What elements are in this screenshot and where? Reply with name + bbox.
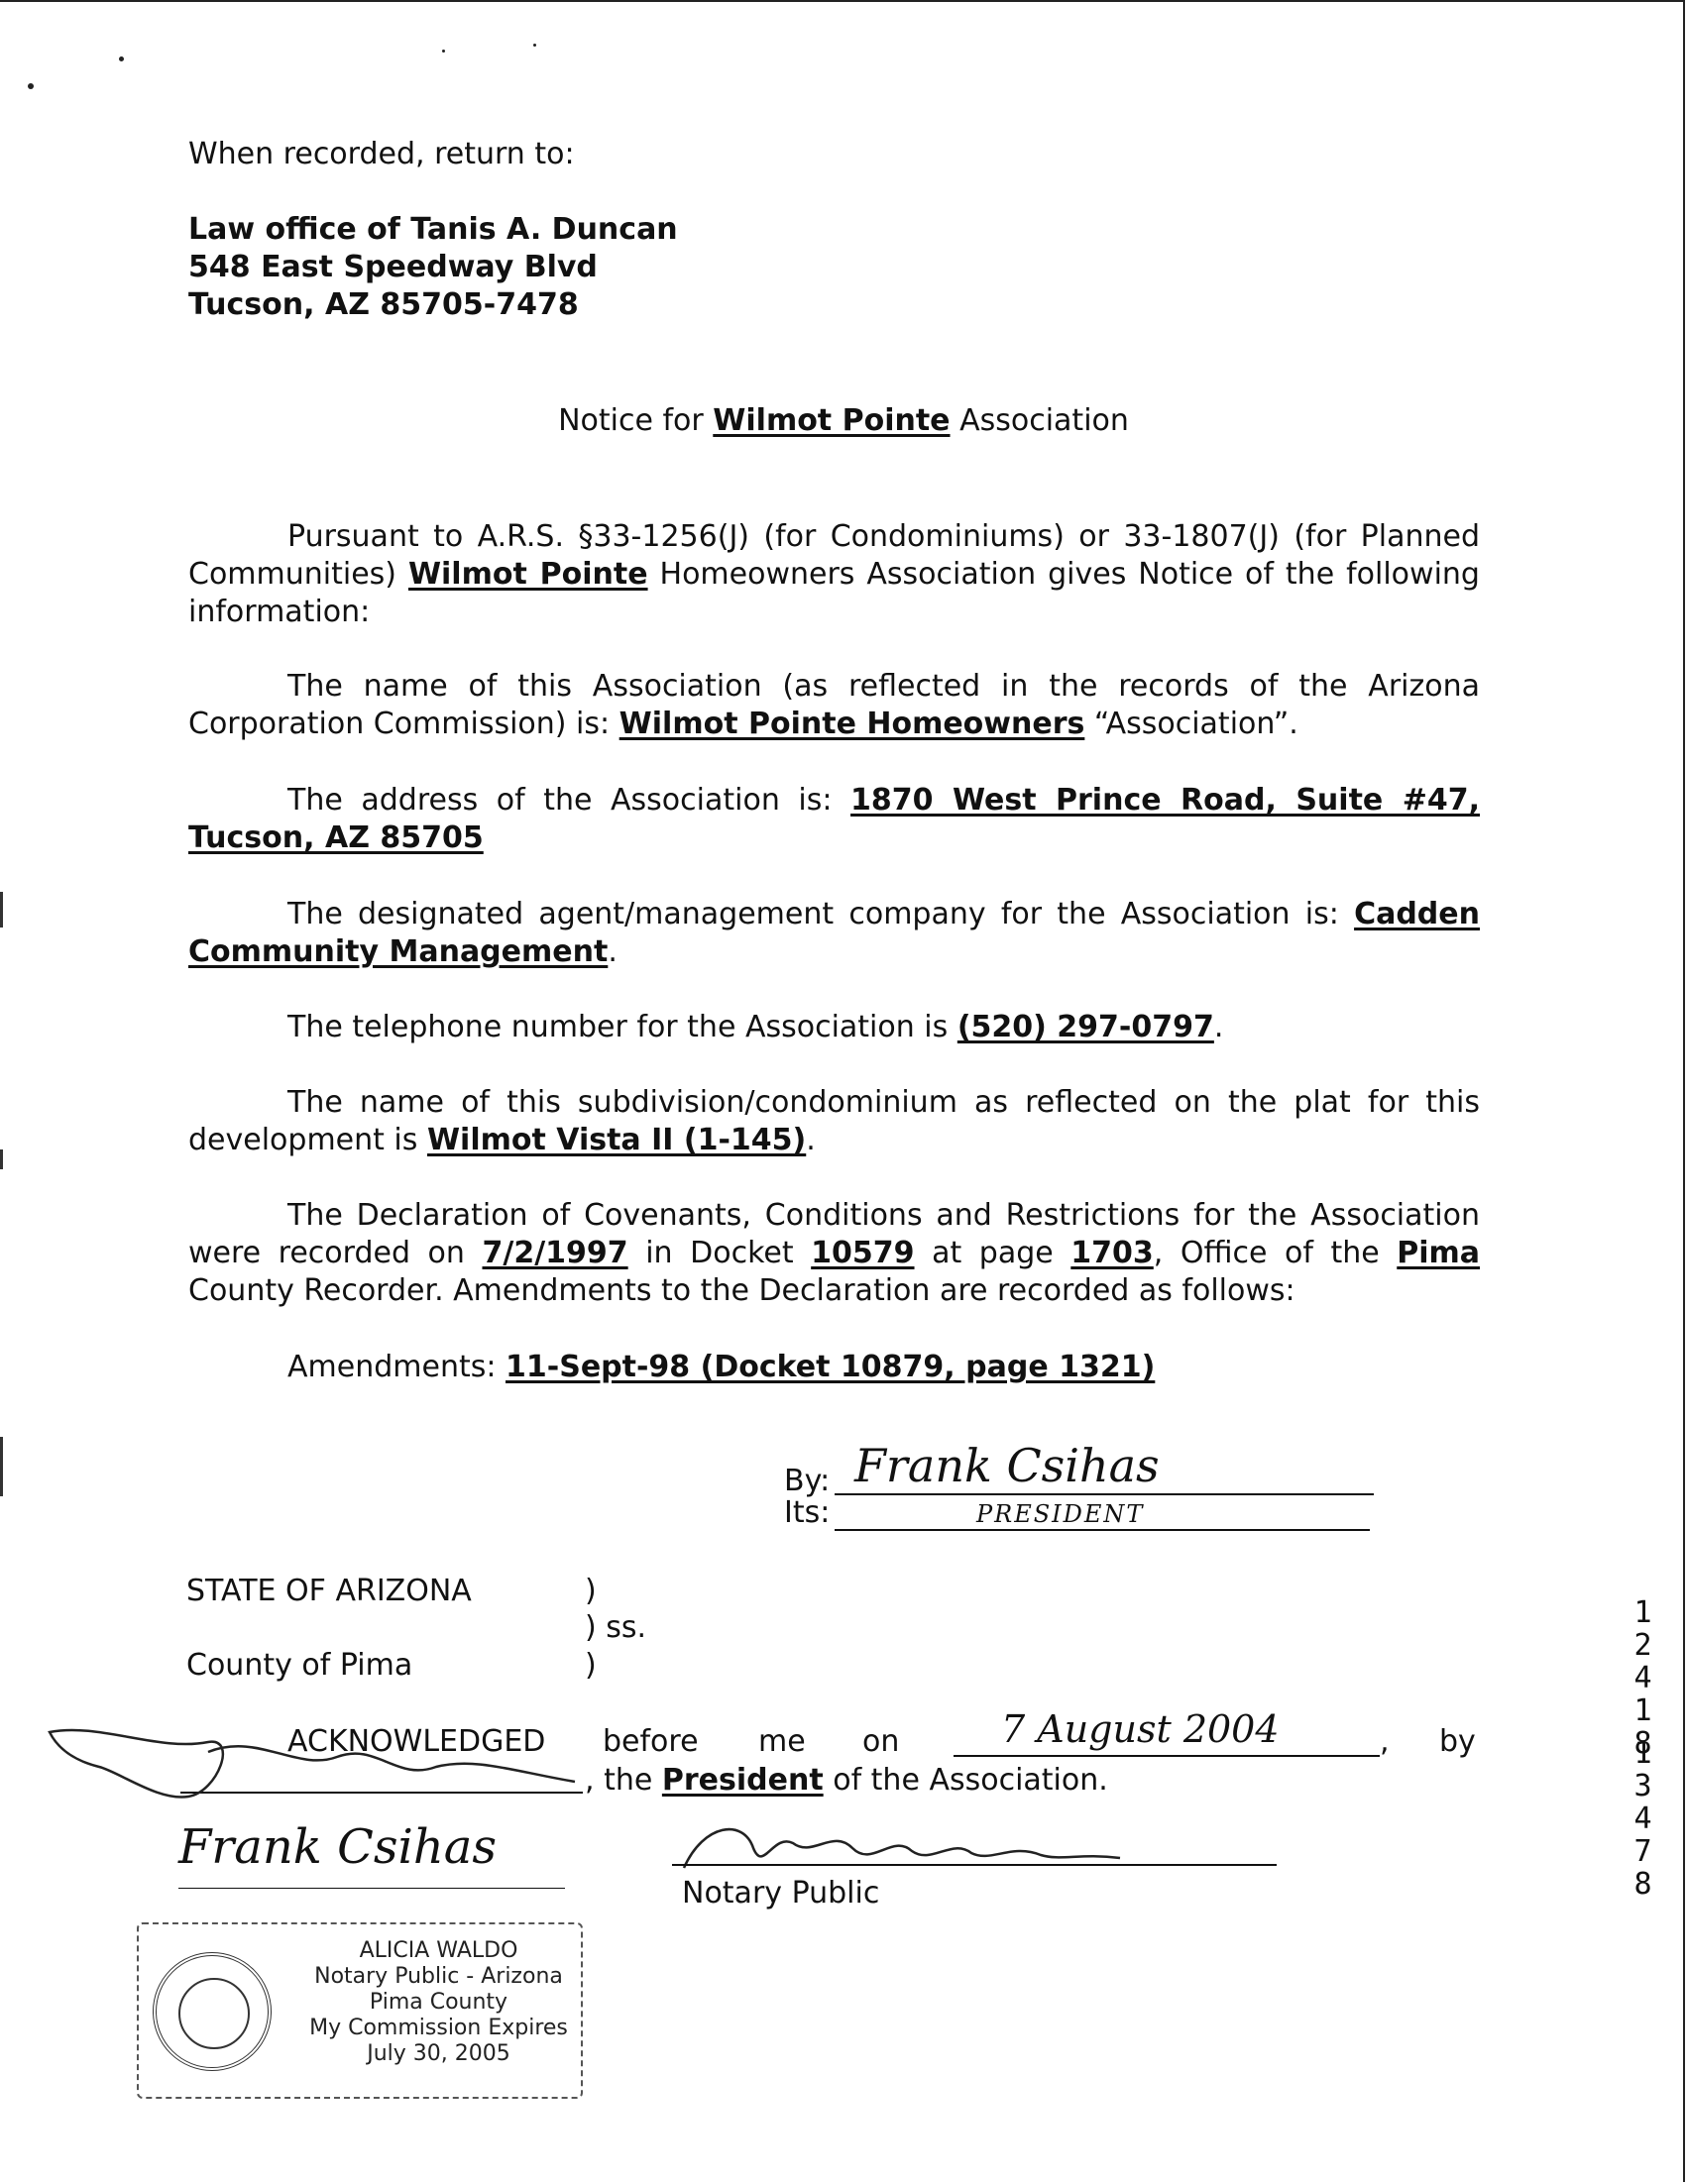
ack-comma: ,	[1380, 1724, 1390, 1759]
amendments-label: Amendments:	[287, 1350, 497, 1384]
ack-comma-2: ,	[585, 1763, 595, 1798]
p5-text-b: .	[1213, 1010, 1224, 1044]
venue-state: STATE OF ARIZONA	[186, 1574, 472, 1608]
margin-number-1	[1626, 1595, 1660, 1759]
stamp-line-5: July 30, 2005	[367, 2041, 510, 2066]
p2-text-b: “Association”.	[1093, 707, 1298, 741]
by-signature-line	[835, 1493, 1374, 1495]
p7-text-a: The Declaration of Covenants, Conditions and Restrictions for the Association were recorded on	[188, 1198, 1480, 1270]
scan-speck	[28, 83, 34, 89]
signer-handwritten-name: Frank Csihas	[178, 1819, 497, 1875]
signer-name-line	[178, 1888, 565, 1889]
p1-text-b: Homeowners Association gives Notice of the following information:	[188, 557, 1480, 629]
p7-text-b: in Docket	[645, 1236, 794, 1270]
ack-me: me	[758, 1724, 806, 1759]
notary-signature-scribble	[664, 1813, 1180, 1883]
signer-scribble	[40, 1712, 595, 1811]
return-line-3: Tucson, AZ 85705-7478	[188, 287, 579, 322]
p3-address: 1870 West Prince Road, Suite #47, Tucson, AZ 85705	[188, 783, 1480, 855]
paragraph-association-name	[188, 668, 1480, 743]
paragraph-declaration	[188, 1197, 1480, 1310]
p6-subdivision-name: Wilmot Vista II (1-145)	[426, 1123, 807, 1157]
notary-stamp-text	[297, 1938, 580, 2067]
p6-text-b: .	[806, 1123, 816, 1157]
margin-number-2-text: 13478	[1626, 1736, 1660, 1900]
ack-before: before	[603, 1724, 699, 1759]
p7-record-date: 7/2/1997	[482, 1236, 628, 1270]
p5-text-a: The telephone number for the Association is	[287, 1010, 949, 1044]
by-signature: Frank Csihas	[854, 1439, 1160, 1492]
stamp-line-2: Notary Public - Arizona	[314, 1964, 563, 1989]
p3-text-a: The address of the Association is:	[287, 783, 833, 818]
return-line-2: 548 East Speedway Blvd	[188, 250, 598, 284]
ack-the-word: the	[604, 1763, 653, 1798]
notary-signature-line	[672, 1864, 1277, 1866]
title-suffix: Association	[959, 403, 1129, 438]
stamp-name: ALICIA WALDO	[359, 1938, 518, 1963]
p5-phone: (520) 297-0797	[956, 1010, 1214, 1044]
amendments-line	[287, 1349, 1155, 1386]
p7-page: 1703	[1070, 1236, 1154, 1270]
venue-county: County of Pima	[186, 1648, 413, 1683]
p2-registered-name: Wilmot Pointe Homeowners	[619, 707, 1085, 741]
title-prefix: Notice for	[558, 403, 704, 438]
ack-the	[585, 1762, 1108, 1800]
p7-county: Pima	[1397, 1236, 1481, 1270]
p6-text-a: The name of this subdivision/condominium as reflected on the plat for this development is	[188, 1085, 1480, 1157]
margin-number-2	[1626, 1736, 1660, 1900]
by-label: By:	[784, 1464, 831, 1498]
title-association-name: Wilmot Pointe	[713, 403, 951, 438]
paragraph-telephone	[188, 1009, 1480, 1046]
p1-association-name: Wilmot Pointe	[407, 557, 648, 592]
scan-speck	[442, 50, 445, 53]
amendments-value: 11-Sept-98 (Docket 10879, page 1321)	[506, 1350, 1156, 1384]
scan-edge-mark	[0, 1149, 3, 1169]
ack-date-line	[954, 1755, 1380, 1757]
its-line	[835, 1529, 1370, 1531]
paragraph-management	[188, 896, 1480, 971]
p1-text-a: Pursuant to A.R.S. §33-1256(J) (for Condominiums) or 33-1807(J) (for Planned Communities)	[188, 519, 1480, 592]
scan-speck	[119, 56, 124, 61]
p7-text-d: , Office of the	[1153, 1236, 1380, 1270]
scan-speck	[533, 44, 536, 47]
p7-text-e: County Recorder. Amendments to the Declaration are recorded as follows:	[188, 1273, 1295, 1308]
paragraph-address	[188, 782, 1480, 857]
notary-stamp	[137, 1922, 583, 2099]
document-title	[0, 402, 1687, 440]
p4-text-a: The designated agent/management company for the Association is:	[287, 897, 1339, 931]
ack-on: on	[862, 1724, 900, 1759]
p4-text-b: .	[608, 934, 618, 969]
ack-of-association: of the Association.	[833, 1763, 1108, 1798]
scan-edge-mark	[0, 1437, 3, 1496]
notary-label: Notary Public	[682, 1876, 880, 1911]
paragraph-pursuant	[188, 518, 1480, 631]
venue-paren-2: )	[585, 1648, 597, 1683]
paragraph-subdivision	[188, 1084, 1480, 1159]
venue-paren-1: )	[585, 1574, 597, 1608]
ack-word: ACKNOWLEDGED	[287, 1724, 546, 1759]
notary-seal-icon	[153, 1952, 272, 2071]
p7-text-c: at page	[932, 1236, 1054, 1270]
return-heading: When recorded, return to:	[188, 137, 575, 171]
its-label: Its:	[784, 1495, 831, 1530]
stamp-line-3: Pima County	[369, 1990, 508, 2015]
margin-number-1-text: 12418	[1626, 1595, 1660, 1759]
ack-by: by	[1439, 1724, 1476, 1759]
return-line-1: Law office of Tanis A. Duncan	[188, 212, 678, 247]
its-value: PRESIDENT	[976, 1500, 1145, 1528]
p7-docket: 10579	[811, 1236, 915, 1270]
venue-ss: ) ss.	[585, 1610, 647, 1645]
ack-date: 7 August 2004	[1001, 1707, 1280, 1751]
stamp-line-4: My Commission Expires	[309, 2016, 568, 2040]
scan-edge-mark	[0, 892, 3, 928]
p4-company: Cadden Community Management	[188, 897, 1480, 969]
ack-role: President	[661, 1763, 824, 1798]
p2-text-a: The name of this Association (as reflected in the records of the Arizona Corporation Commission) is:	[188, 669, 1480, 741]
